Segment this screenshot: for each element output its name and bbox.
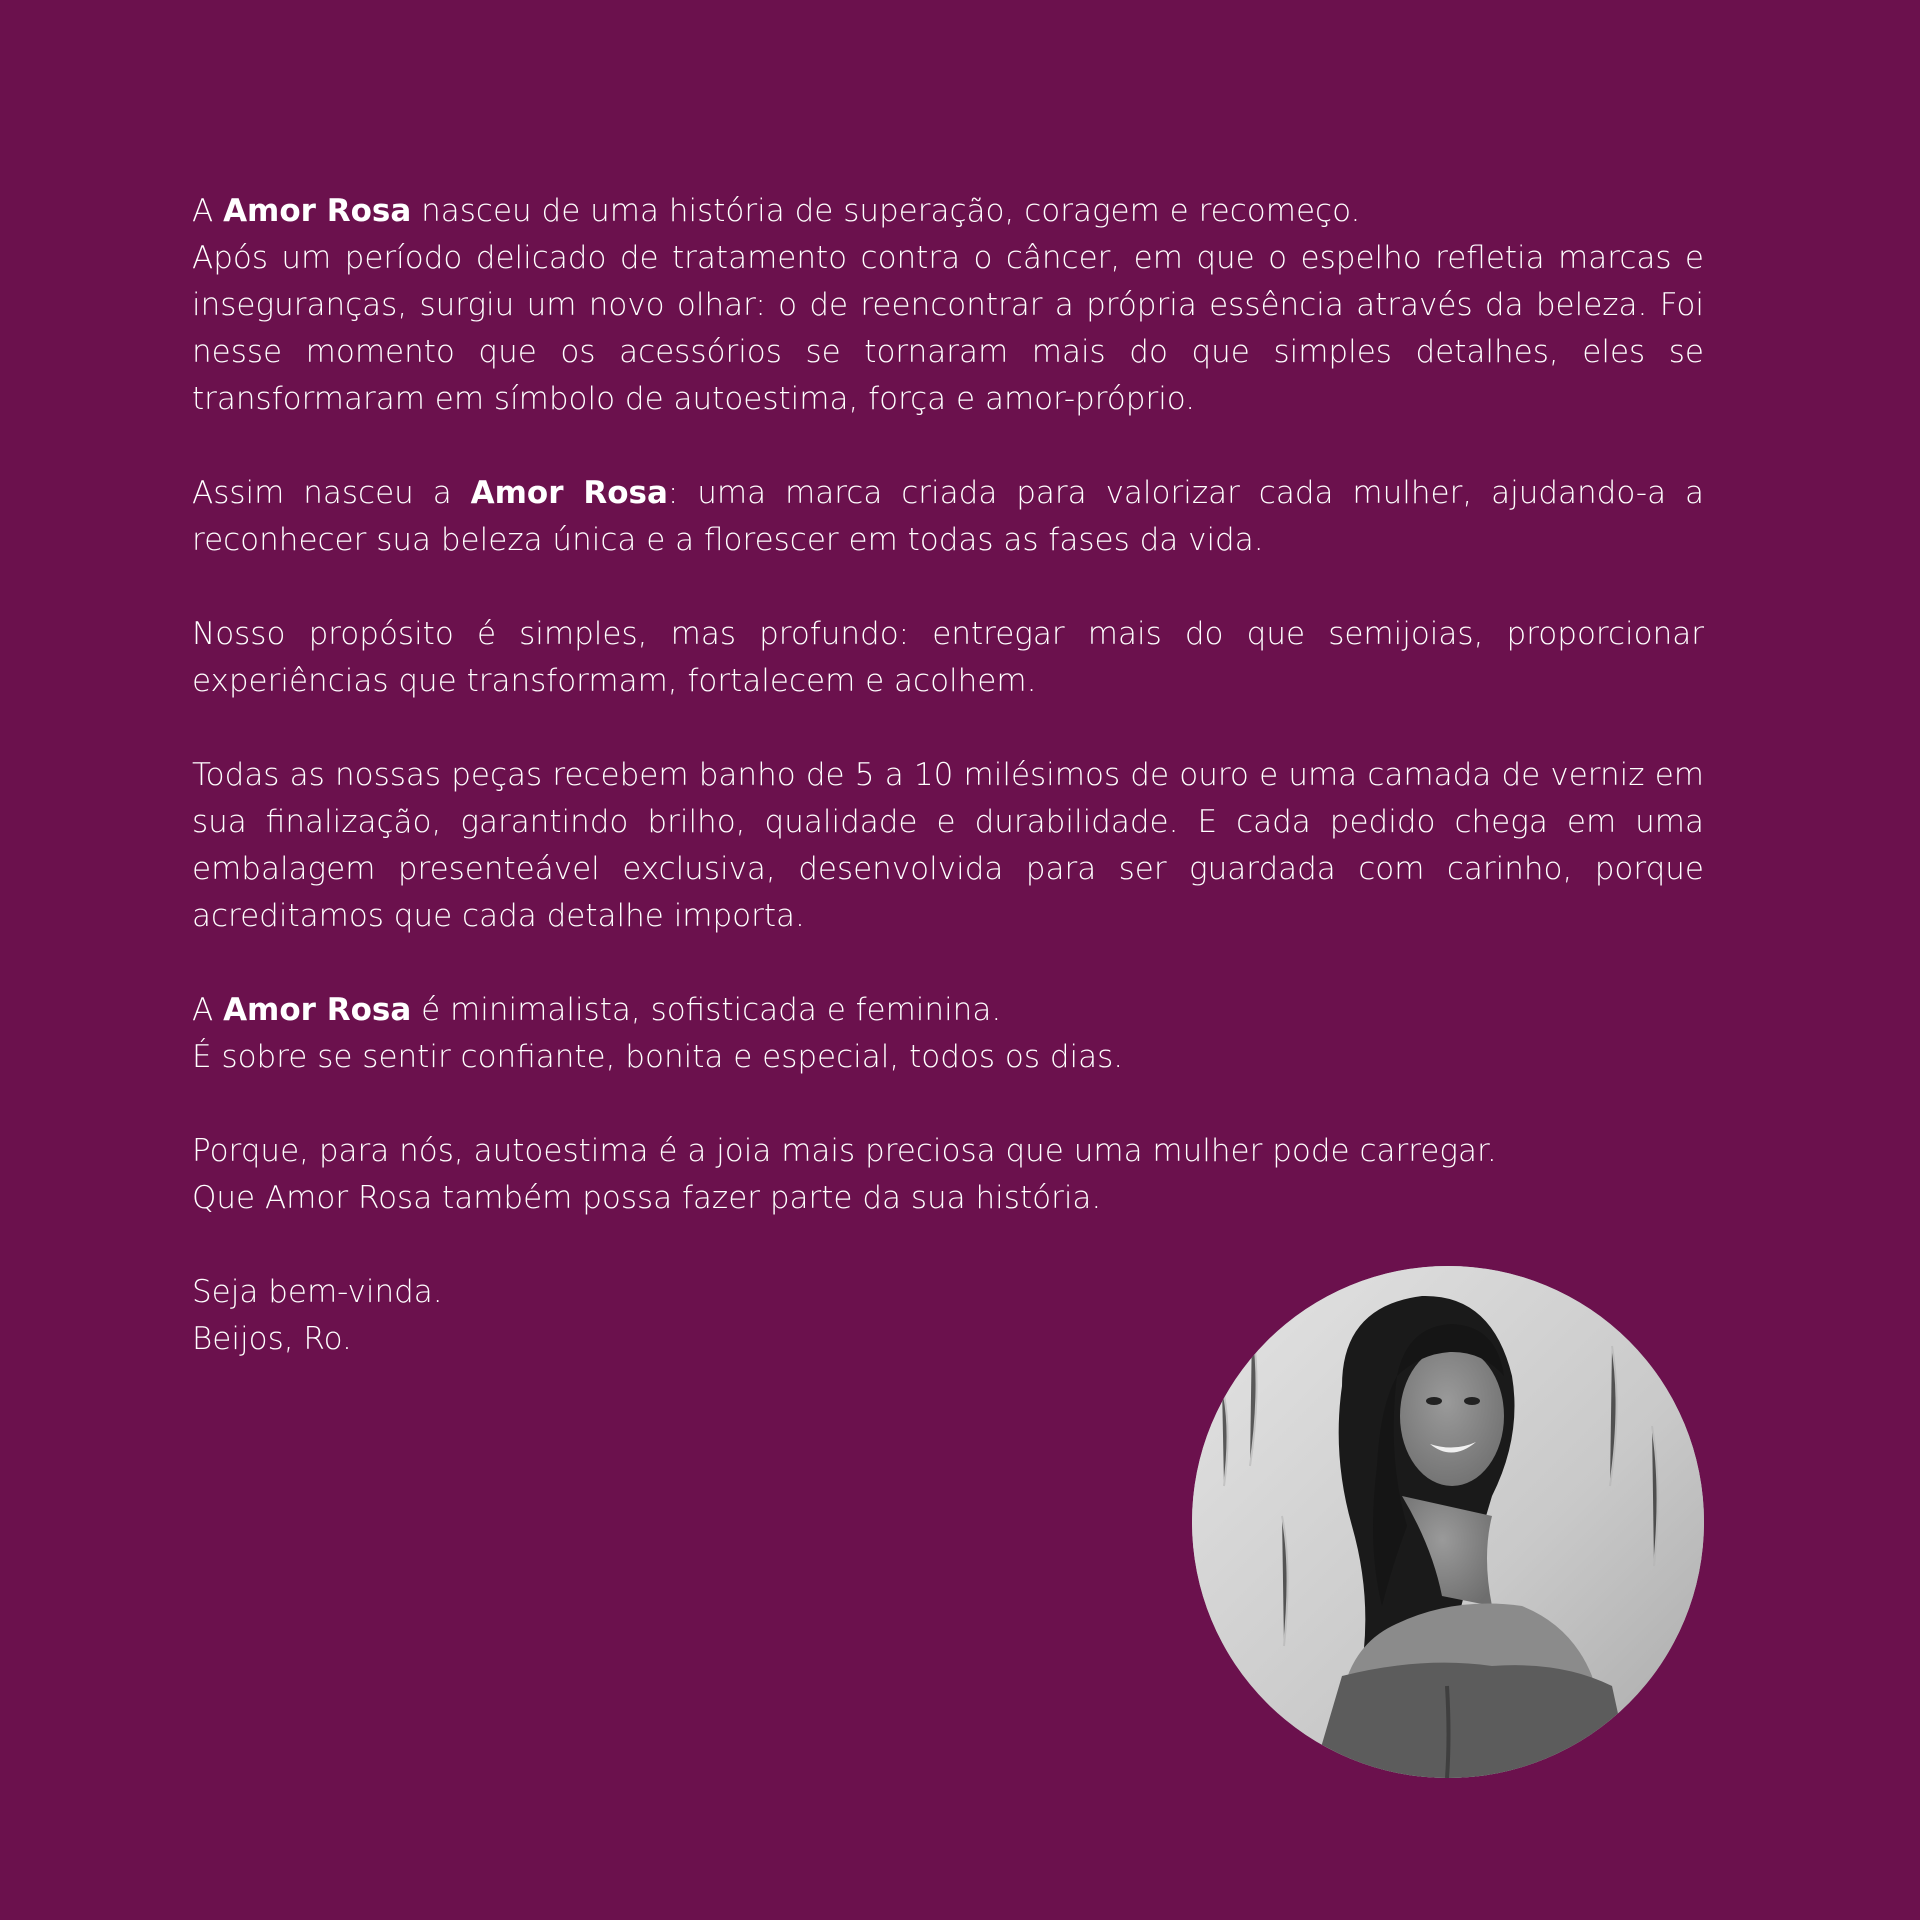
welcome-line: Seja bem-vinda. xyxy=(192,1274,443,1310)
paragraph-quality: Todas as nossas peças recebem banho de 5 a 10 milésimos de ouro e uma camada de verniz em sua finalização, garantindo brilho, qualidade e durabilidade. E cada pedido chega em uma embalagem presenteável exclusiva, desenvolvida para ser guardada com carinho, porque acreditamos que cada detalhe importa. xyxy=(192,757,1704,934)
identity-line-1: A Amor Rosa é minimalista, sofisticada e feminina. xyxy=(192,992,1002,1028)
origin-first-line: A Amor Rosa nasceu de uma história de superação, coragem e recomeço. xyxy=(192,193,1361,229)
closing-line-2: Que Amor Rosa também possa fazer parte da sua história. xyxy=(192,1180,1102,1216)
portrait-illustration xyxy=(1192,1266,1704,1778)
signature-line: Beijos, Ro. xyxy=(192,1321,352,1357)
paragraph-origin xyxy=(192,188,1704,423)
letter-text xyxy=(192,188,1704,1410)
brand-name: Amor Rosa xyxy=(223,992,412,1028)
identity-line-2: É sobre se sentir confiante, bonita e especial, todos os dias. xyxy=(192,1039,1124,1075)
paragraph-closing xyxy=(192,1128,1704,1222)
brand-name: Amor Rosa xyxy=(223,193,412,229)
paragraph-brand-birth: Assim nasceu a Amor Rosa: uma marca criada para valorizar cada mulher, ajudando-a a reconhecer sua beleza única e a florescer em todas as fases da vida. xyxy=(192,475,1704,558)
paragraph-identity xyxy=(192,987,1704,1081)
founder-portrait xyxy=(1192,1266,1704,1778)
paragraph-purpose: Nosso propósito é simples, mas profundo: entregar mais do que semijoias, proporcionar experiências que transformam, fortalecem e acolhem. xyxy=(192,616,1704,699)
brand-name: Amor Rosa xyxy=(470,475,668,511)
origin-body: Após um período delicado de tratamento contra o câncer, em que o espelho refletia marcas e inseguranças, surgiu um novo olhar: o de reencontrar a própria essência através da beleza. Foi nesse momento que os acessórios se tornaram mais do que simples detalhes, eles se transformaram em símbolo de autoestima, força e amor-próprio. xyxy=(192,240,1704,417)
closing-line-1: Porque, para nós, autoestima é a joia mais preciosa que uma mulher pode carregar. xyxy=(192,1133,1497,1169)
